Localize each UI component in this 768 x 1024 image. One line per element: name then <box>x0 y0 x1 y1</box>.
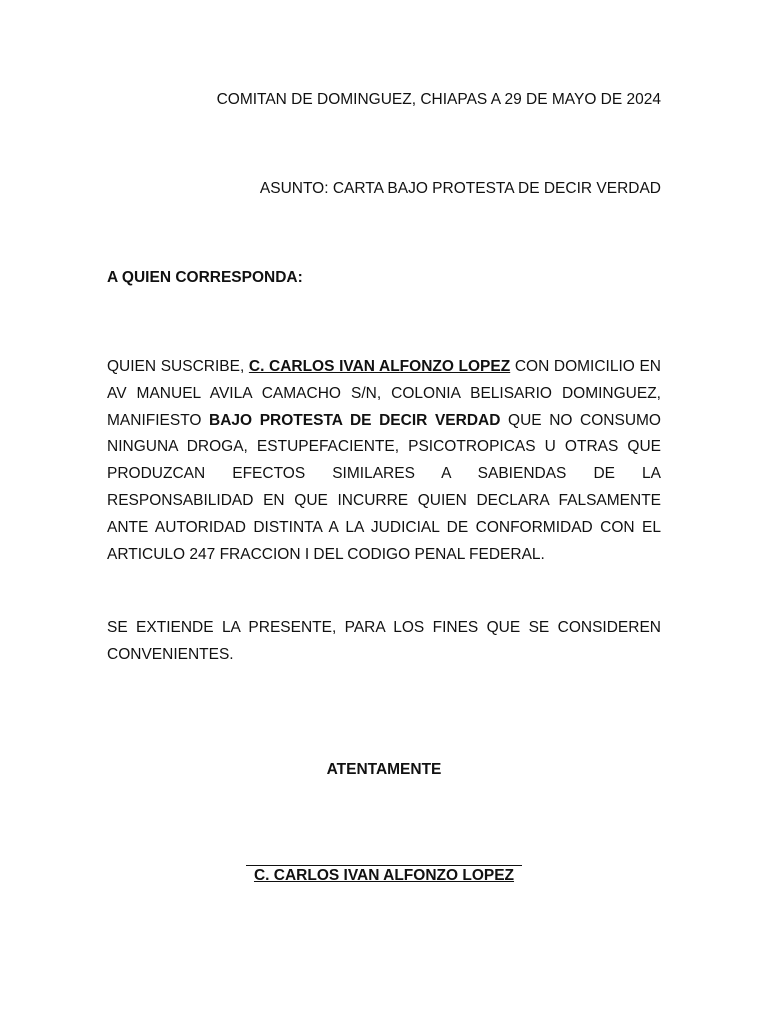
paragraph-statement: QUE NO CONSUMO NINGUNA DROGA, ESTUPEFACIENTE, PSICOTROPICAS U OTRAS QUE PRODUZCAN EFECTOS SIMILARES A SABIENDAS DE LA RESPONSABILIDAD EN QUE INCURRE QUIEN DECLARA FALSAMENTE ANTE AUTORIDAD DISTINTA A LA JUDICIAL DE CONFORMIDAD CON EL ARTICULO 247 FRACCION I DEL CODIGO PENAL FEDERAL. <box>107 411 661 563</box>
place-and-date: COMITAN DE DOMINGUEZ, CHIAPAS A 29 DE MAYO DE 2024 <box>216 91 661 108</box>
declarant-name: C. CARLOS IVAN ALFONZO LOPEZ <box>248 358 511 375</box>
paragraph-address: CON DOMICILIO EN AV MANUEL AVILA CAMACHO S/N, COLONIA BELISARIO DOMINGUEZ, MANIFIESTO <box>107 358 661 429</box>
paragraph-intro: QUIEN SUSCRIBE, <box>107 358 249 375</box>
salutation: A QUIEN CORRESPONDA: <box>107 269 303 286</box>
signatory-name: C. CARLOS IVAN ALFONZO LOPEZ <box>253 867 515 884</box>
signature-block <box>0 866 768 886</box>
purpose-paragraph: SE EXTIENDE LA PRESENTE, PARA LOS FINES QUE SE CONSIDEREN CONVENIENTES. <box>107 619 661 663</box>
subject-line: ASUNTO: CARTA BAJO PROTESTA DE DECIR VERDAD <box>259 180 661 197</box>
protest-emphasis: BAJO PROTESTA DE DECIR VERDAD <box>209 411 501 429</box>
closing-salutation: ATENTAMENTE <box>326 761 442 778</box>
declaration-paragraph <box>107 354 661 568</box>
